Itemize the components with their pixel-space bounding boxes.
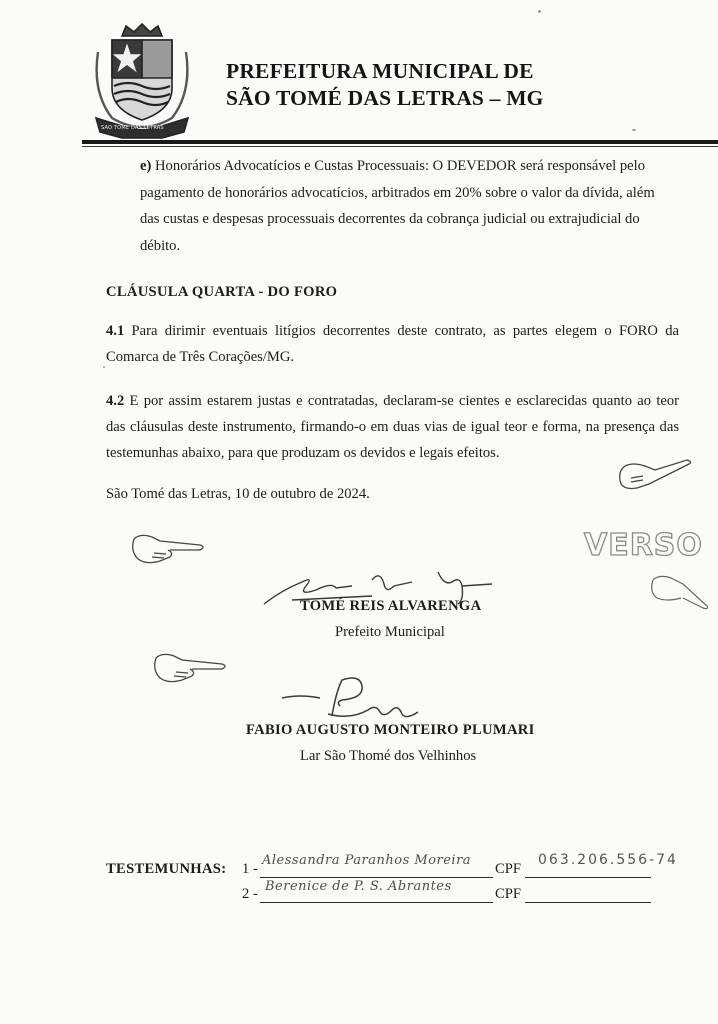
header-divider bbox=[82, 140, 718, 144]
header-divider-thin bbox=[82, 146, 718, 147]
witness-2-cpf-label: CPF bbox=[495, 886, 521, 902]
witness-1-number: 1 - bbox=[242, 861, 258, 877]
witness-1-handwritten-name: Alessandra Paranhos Moreira bbox=[262, 853, 472, 868]
clause-4-1-paragraph bbox=[106, 318, 679, 370]
clause-e-text: Honorários Advocatícios e Custas Processuais: O DEVEDOR será responsável pelo pagamento de honorários advocatícios, arbitrados em 20% sobre o valor da dívida, além das custas e despesas processuais decorrentes da cobrança judicial ou extrajudicial do débito. bbox=[140, 158, 655, 254]
signature-fabio-plumari bbox=[280, 672, 420, 726]
scan-speck bbox=[632, 129, 636, 131]
municipal-coat-of-arms-icon bbox=[92, 22, 192, 140]
page-title bbox=[226, 58, 544, 112]
pointing-hand-icon bbox=[647, 570, 718, 610]
crest-ribbon-text: SÃO TOMÉ DAS LETRAS bbox=[101, 125, 164, 131]
witnesses-label: TESTEMUNHAS: bbox=[106, 861, 227, 877]
clause-e-paragraph bbox=[140, 153, 665, 259]
title-line-1: PREFEITURA MUNICIPAL DE bbox=[226, 59, 534, 83]
witness-1-name-line bbox=[260, 877, 493, 878]
clause-4-1-text: Para dirimir eventuais litígios decorrentes deste contrato, as partes elegem o FORO da Comarca de Três Corações/MG. bbox=[106, 323, 679, 365]
scan-speck bbox=[103, 366, 105, 368]
clause-4-2-number: 4.2 bbox=[106, 393, 125, 409]
pointing-hand-icon bbox=[130, 527, 208, 567]
pointing-hand-icon bbox=[615, 456, 693, 496]
verso-stamp: VERSO bbox=[584, 528, 703, 563]
witness-2-number: 2 - bbox=[242, 886, 258, 902]
witness-2-name-line bbox=[260, 902, 493, 903]
signatory-2-role: Lar São Thomé dos Velhinhos bbox=[300, 748, 477, 764]
witness-1-handwritten-cpf: 063.206.556-74 bbox=[538, 852, 678, 868]
date-line: São Tomé das Letras, 10 de outubro de 2024. bbox=[106, 486, 370, 502]
pointing-hand-icon bbox=[152, 646, 230, 686]
clause-4-1-number: 4.1 bbox=[106, 323, 125, 339]
clause-four-heading: CLÁUSULA QUARTA - DO FORO bbox=[106, 284, 338, 300]
signatory-1-name: TOMÉ REIS ALVARENGA bbox=[300, 598, 482, 614]
clause-4-2-text: E por assim estarem justas e contratadas, declaram-se cientes e esclarecidas quanto ao teor das cláusulas deste instrumento, firmando-o em duas vias de igual teor e forma, na presença das testemunhas abaixo, para que produzam os devidos e legais efeitos. bbox=[106, 393, 680, 461]
clause-4-2-paragraph bbox=[106, 388, 679, 466]
witness-1-cpf-line bbox=[525, 877, 651, 878]
witness-2-handwritten-name: Berenice de P. S. Abrantes bbox=[265, 879, 452, 894]
signatory-1-role: Prefeito Municipal bbox=[335, 624, 445, 640]
witness-2-cpf-line bbox=[525, 902, 651, 903]
title-line-2: SÃO TOMÉ DAS LETRAS – MG bbox=[226, 86, 544, 110]
scan-speck bbox=[538, 10, 541, 13]
clause-e-label: e) bbox=[140, 158, 152, 174]
signatory-2-name: FABIO AUGUSTO MONTEIRO PLUMARI bbox=[246, 722, 535, 738]
witness-1-cpf-label: CPF bbox=[495, 861, 521, 877]
